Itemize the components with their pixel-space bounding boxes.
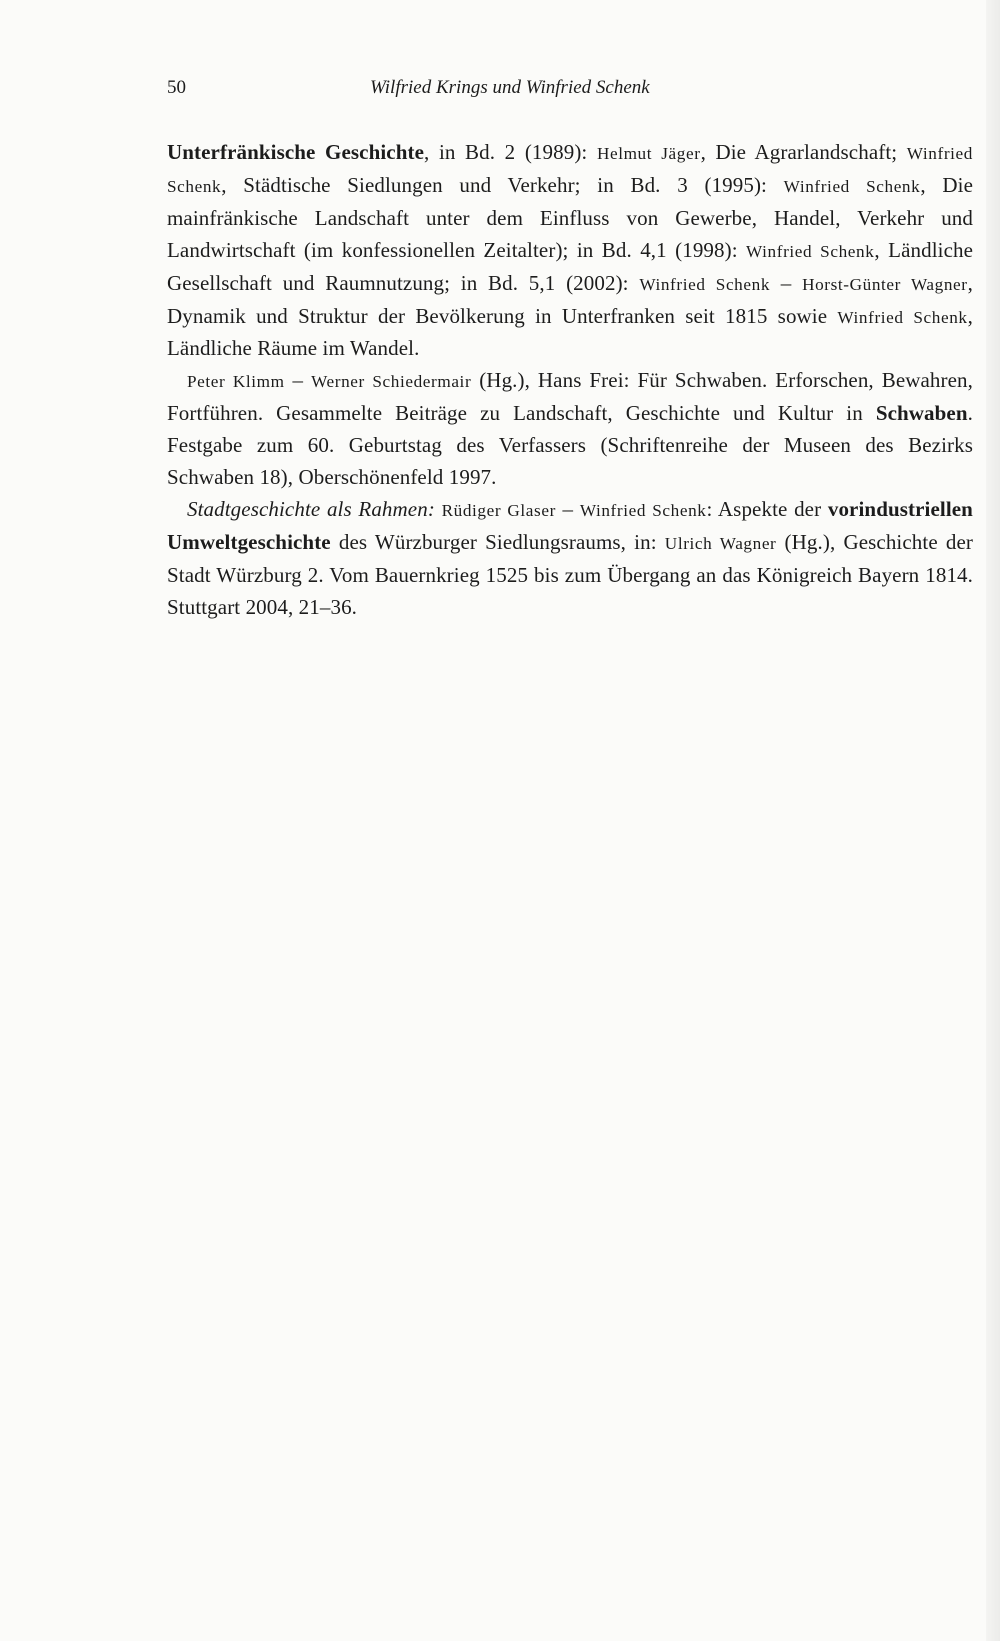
text-segment: –	[555, 496, 580, 521]
text-segment: , Ländliche Gesellschaft und Raumnutzung; in Bd. 5,1 (2002):	[167, 237, 974, 295]
text-segment: , in Bd. 2 (1989):	[424, 140, 597, 164]
text-segment	[435, 497, 442, 521]
running-head: Wilfried Krings und Winfried Schenk	[370, 77, 650, 98]
page-right-edge	[986, 0, 1000, 1641]
author-name: Winfried Schenk	[746, 241, 875, 261]
text-segment: , Städtische Siedlungen und Verkehr; in Bd. 3 (1995):	[221, 172, 784, 197]
author-name: Winfried Schenk	[783, 176, 921, 196]
author-name: Winfried Schenk	[639, 274, 771, 294]
text-segment: vorindustriellen Umweltgeschichte	[167, 496, 973, 554]
text-segment: des Würzburger Siedlungsraums, in:	[330, 529, 665, 554]
text-segment: Unterfränkische Geschichte	[167, 140, 425, 164]
text-body	[167, 137, 973, 624]
text-segment: Schwaben	[875, 401, 968, 426]
text-segment: –	[284, 368, 312, 393]
author-name: Werner Schiedermair	[311, 372, 472, 392]
entry-unterfraenkische-geschichte	[167, 137, 973, 365]
author-name: Winfried Schenk	[579, 500, 707, 520]
text-segment: . Festgabe zum 60. Geburtstag des Verfassers (Schriftenreihe der Museen des Bezirks Schwaben 18), Oberschönenfeld 1997.	[167, 401, 973, 490]
author-name: Winfried Schenk	[167, 144, 973, 196]
text-segment: : Aspekte der	[706, 496, 828, 521]
author-name: Horst-Günter Wagner	[802, 274, 968, 294]
author-name: Helmut Jäger	[596, 144, 701, 163]
author-name: Ulrich Wagner	[664, 533, 777, 553]
author-name: Rüdiger Glaser	[441, 500, 556, 520]
text-segment: (Hg.), Geschichte der Stadt Würzburg 2. Vom Bauernkrieg 1525 bis zum Übergang an das Königreich Bayern 1814. Stuttgart 2004, 21–36.	[167, 529, 973, 619]
entry-stadtgeschichte	[167, 494, 973, 624]
author-name: Winfried Schenk	[837, 307, 968, 327]
text-segment: (Hg.), Hans Frei: Für Schwaben. Erforschen, Bewahren, Fortführen. Gesammelte Beiträge zu Landschaft, Geschichte und Kultur in	[167, 368, 973, 426]
text-segment: –	[770, 270, 803, 295]
text-segment: Stadtgeschichte als Rahmen:	[187, 496, 435, 521]
text-segment: , Die Agrarlandschaft;	[700, 140, 907, 164]
text-segment: , Ländliche Räume im Wandel.	[167, 303, 973, 361]
entry-fuer-schwaben	[167, 365, 973, 494]
author-name: Peter Klimm	[187, 372, 285, 392]
text-segment: , Dynamik und Struktur der Bevölkerung in Unterfranken seit 1815 sowie	[167, 270, 973, 328]
text-segment: , Die mainfränkische Landschaft unter dem Einfluss von Gewerbe, Handel, Verkehr und Landwirtschaft (im konfessionellen Zeitalter); in Bd. 4,1 (1998):	[167, 172, 973, 262]
page-number: 50	[167, 77, 186, 98]
